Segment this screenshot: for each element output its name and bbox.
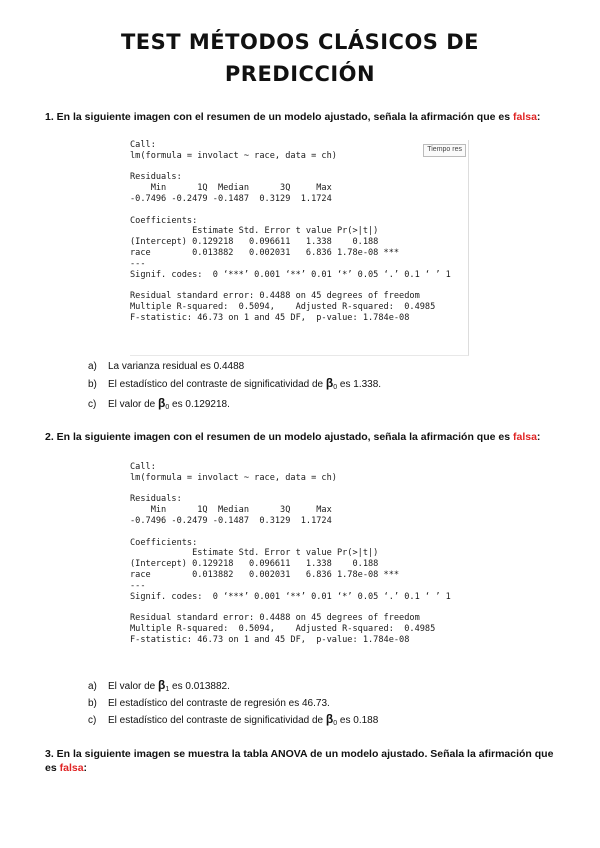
beta-subscript: 1 <box>165 686 170 693</box>
beta-subscript: 0 <box>165 404 170 411</box>
option-letter: a) <box>88 361 97 372</box>
question-3-colon: : <box>83 762 88 774</box>
question-3-falsa: falsa <box>59 762 84 774</box>
r-output-text-1: Call: lm(formula = involact ~ race, data = ch) Residuals: Min 1Q Median 3Q Max -0.7496 -0.2479 -0.1487 0.3129 1.1724 Coefficients: Estimate Std. Error t value Pr(>|t|) (Intercept) 0.129218 0.096611 1.338 0.188 race 0.013882 0.002031 6.836 1.78e-08 *** --- Signif. codes: 0 ‘***’ 0.001 ‘**’ 0.01 ‘*’ 0.05 ‘.’ 0.1 ‘ ’ 1 Residual standard error: 0.4488 on 45 degrees of freedom Multiple R-squared: 0.5094, Adjusted R-squared: 0.4985 F-statistic: 46.73 on 1 and 45 DF, p-value: 1.784e-08 <box>130 140 451 323</box>
beta-subscript: 0 <box>333 384 338 391</box>
question-1-colon: : <box>536 111 541 123</box>
option-letter: a) <box>88 681 97 692</box>
r-output-text-2: Call: lm(formula = involact ~ race, data = ch) Residuals: Min 1Q Median 3Q Max -0.7496 -0.2479 -0.1487 0.3129 1.1724 Coefficients: Estimate Std. Error t value Pr(>|t|) (Intercept) 0.129218 0.096611 1.338 0.188 race 0.013882 0.002031 6.836 1.78e-08 *** --- Signif. codes: 0 ‘***’ 0.001 ‘**’ 0.01 ‘*’ 0.05 ‘.’ 0.1 ‘ ’ 1 Residual standard error: 0.4488 on 45 degrees of freedom Multiple R-squared: 0.5094, Adjusted R-squared: 0.4985 F-statistic: 46.73 on 1 and 45 DF, p-value: 1.784e-08 <box>130 462 451 645</box>
question-2-text: 2. En la siguiente imagen con el resumen de un modelo ajustado, señala la afirmación que es <box>45 431 511 443</box>
option-text: El estadístico del contraste de regresión es 46.73. <box>108 698 330 709</box>
option-text-end: es 0.013882. <box>169 681 230 692</box>
q1-option-c[interactable] <box>88 396 230 415</box>
option-letter: b) <box>88 698 97 709</box>
question-1 <box>45 110 560 124</box>
option-letter: c) <box>88 399 97 410</box>
beta-symbol: β <box>325 376 334 390</box>
option-text-end: es 0.188 <box>337 715 379 726</box>
option-text: El estadístico del contraste de significatividad de <box>108 379 324 390</box>
q1-option-a[interactable] <box>88 360 244 374</box>
q2-option-c[interactable] <box>88 712 378 731</box>
beta-symbol: β <box>325 712 334 726</box>
option-letter: c) <box>88 715 97 726</box>
question-2-falsa: falsa <box>512 431 537 443</box>
page-title-line2: PREDICCIÓN <box>224 62 376 86</box>
question-3-text: 3. En la siguiente imagen se muestra la tabla ANOVA de un modelo ajustado. Señala la afirmación que es <box>45 748 554 774</box>
beta-symbol: β <box>158 678 166 692</box>
option-text: El estadístico del contraste de significatividad de <box>108 715 326 726</box>
option-text-end: es 0.129218. <box>169 399 230 410</box>
option-text: El valor de <box>108 681 156 692</box>
q2-option-a[interactable] <box>88 678 230 697</box>
question-2 <box>45 430 560 444</box>
question-2-colon: : <box>536 431 541 443</box>
option-text-end: es 1.338. <box>337 379 382 390</box>
page-title-line1: TEST MÉTODOS CLÁSICOS DE <box>120 30 480 54</box>
option-text: La varianza residual es 0.4488 <box>108 361 245 372</box>
option-letter: b) <box>88 379 97 390</box>
option-text: El valor de <box>108 399 156 410</box>
r-output-screenshot-2 <box>130 462 468 677</box>
r-output-screenshot-1 <box>130 140 469 356</box>
question-3 <box>45 747 560 775</box>
q2-option-b[interactable] <box>88 697 330 711</box>
beta-subscript: 0 <box>333 720 338 727</box>
q1-option-b[interactable] <box>88 376 381 395</box>
question-1-falsa: falsa <box>512 111 537 123</box>
beta-symbol: β <box>158 396 166 410</box>
question-1-text: 1. En la siguiente imagen con el resumen de un modelo ajustado, señala la afirmación que es <box>45 111 511 123</box>
tooltip: Tiempo res <box>423 144 466 157</box>
